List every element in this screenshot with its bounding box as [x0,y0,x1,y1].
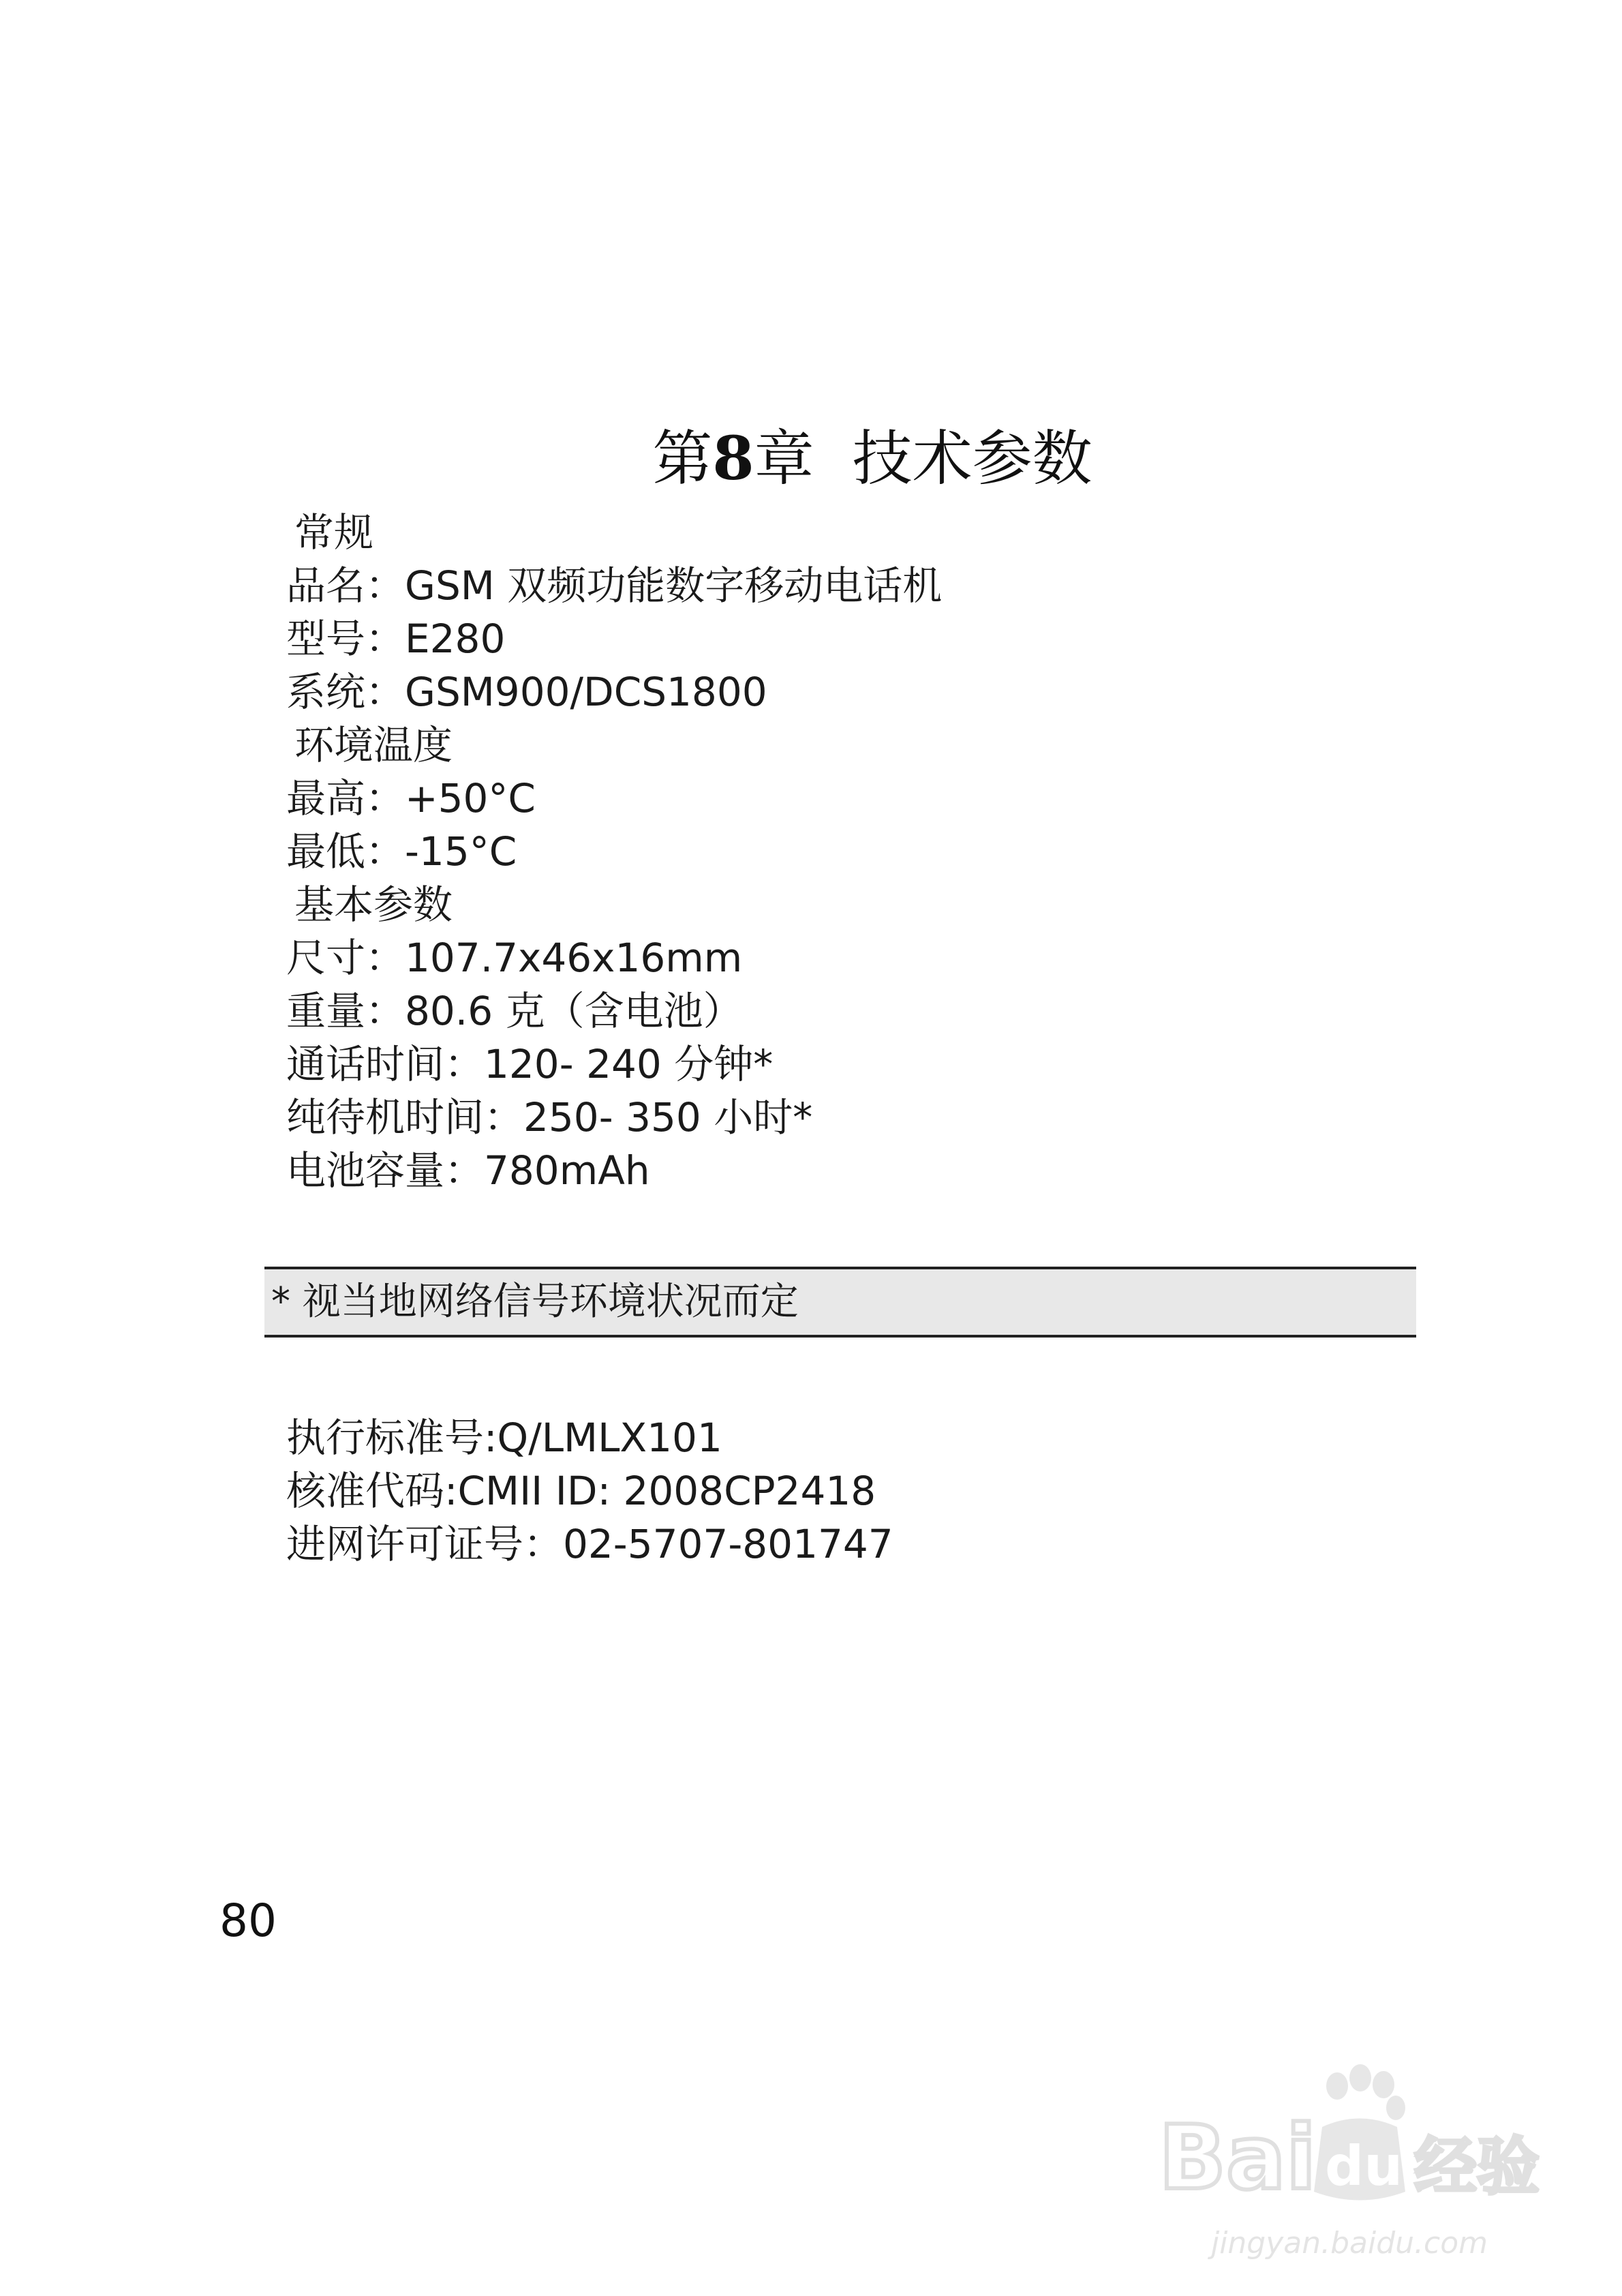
baidu-jingyan-watermark [1152,2052,1547,2270]
approval-code: 核准代码:CMII ID: 2008CP2418 [286,1468,876,1514]
spec-system: 系统：GSM900/DCS1800 [286,669,767,715]
page-number: 80 [219,1894,277,1947]
spec-dimensions: 尺寸：107.7x46x16mm [286,935,743,981]
network-license: 进网许可证号：02-5707-801747 [286,1521,893,1567]
svg-text:du: du [1325,2134,1403,2198]
spec-model: 型号：E280 [286,616,506,662]
spec-weight: 重量：80.6 克（含电池） [286,988,743,1034]
svg-text:Bai: Bai [1159,2106,1317,2209]
chapter-prefix: 第 [652,423,713,494]
chapter-suffix: 章 [754,423,814,494]
footnote-text: * 视当地网络信号环境状况而定 [271,1280,799,1324]
footnote-box [264,1267,1416,1338]
section-heading-general: 常规 [294,509,374,556]
spec-max-temp: 最高：+50°C [286,775,536,821]
chapter-title [0,424,1622,493]
chapter-number: 8 [712,423,754,494]
svg-text:经验: 经验 [1414,2130,1540,2203]
chapter-name: 技术参数 [852,423,1092,494]
section-heading-temperature: 环境温度 [294,722,453,768]
spec-battery: 电池容量：780mAh [286,1147,650,1194]
watermark-url: jingyan.baidu.com [1210,2226,1488,2261]
spec-min-temp: 最低：-15°C [286,828,517,875]
spec-talk-time: 通话时间：120- 240 分钟* [286,1041,774,1087]
section-heading-basic: 基本参数 [294,881,453,928]
baidu-paw-logo-icon [1152,2052,1547,2229]
spec-product-name: 品名：GSM 双频功能数字移动电话机 [286,562,943,609]
standard-number: 执行标准号:Q/LMLX101 [286,1415,722,1461]
spec-list [286,506,1445,1197]
standards-list [286,1411,1445,1571]
spec-standby-time: 纯待机时间：250- 350 小时* [286,1094,813,1141]
